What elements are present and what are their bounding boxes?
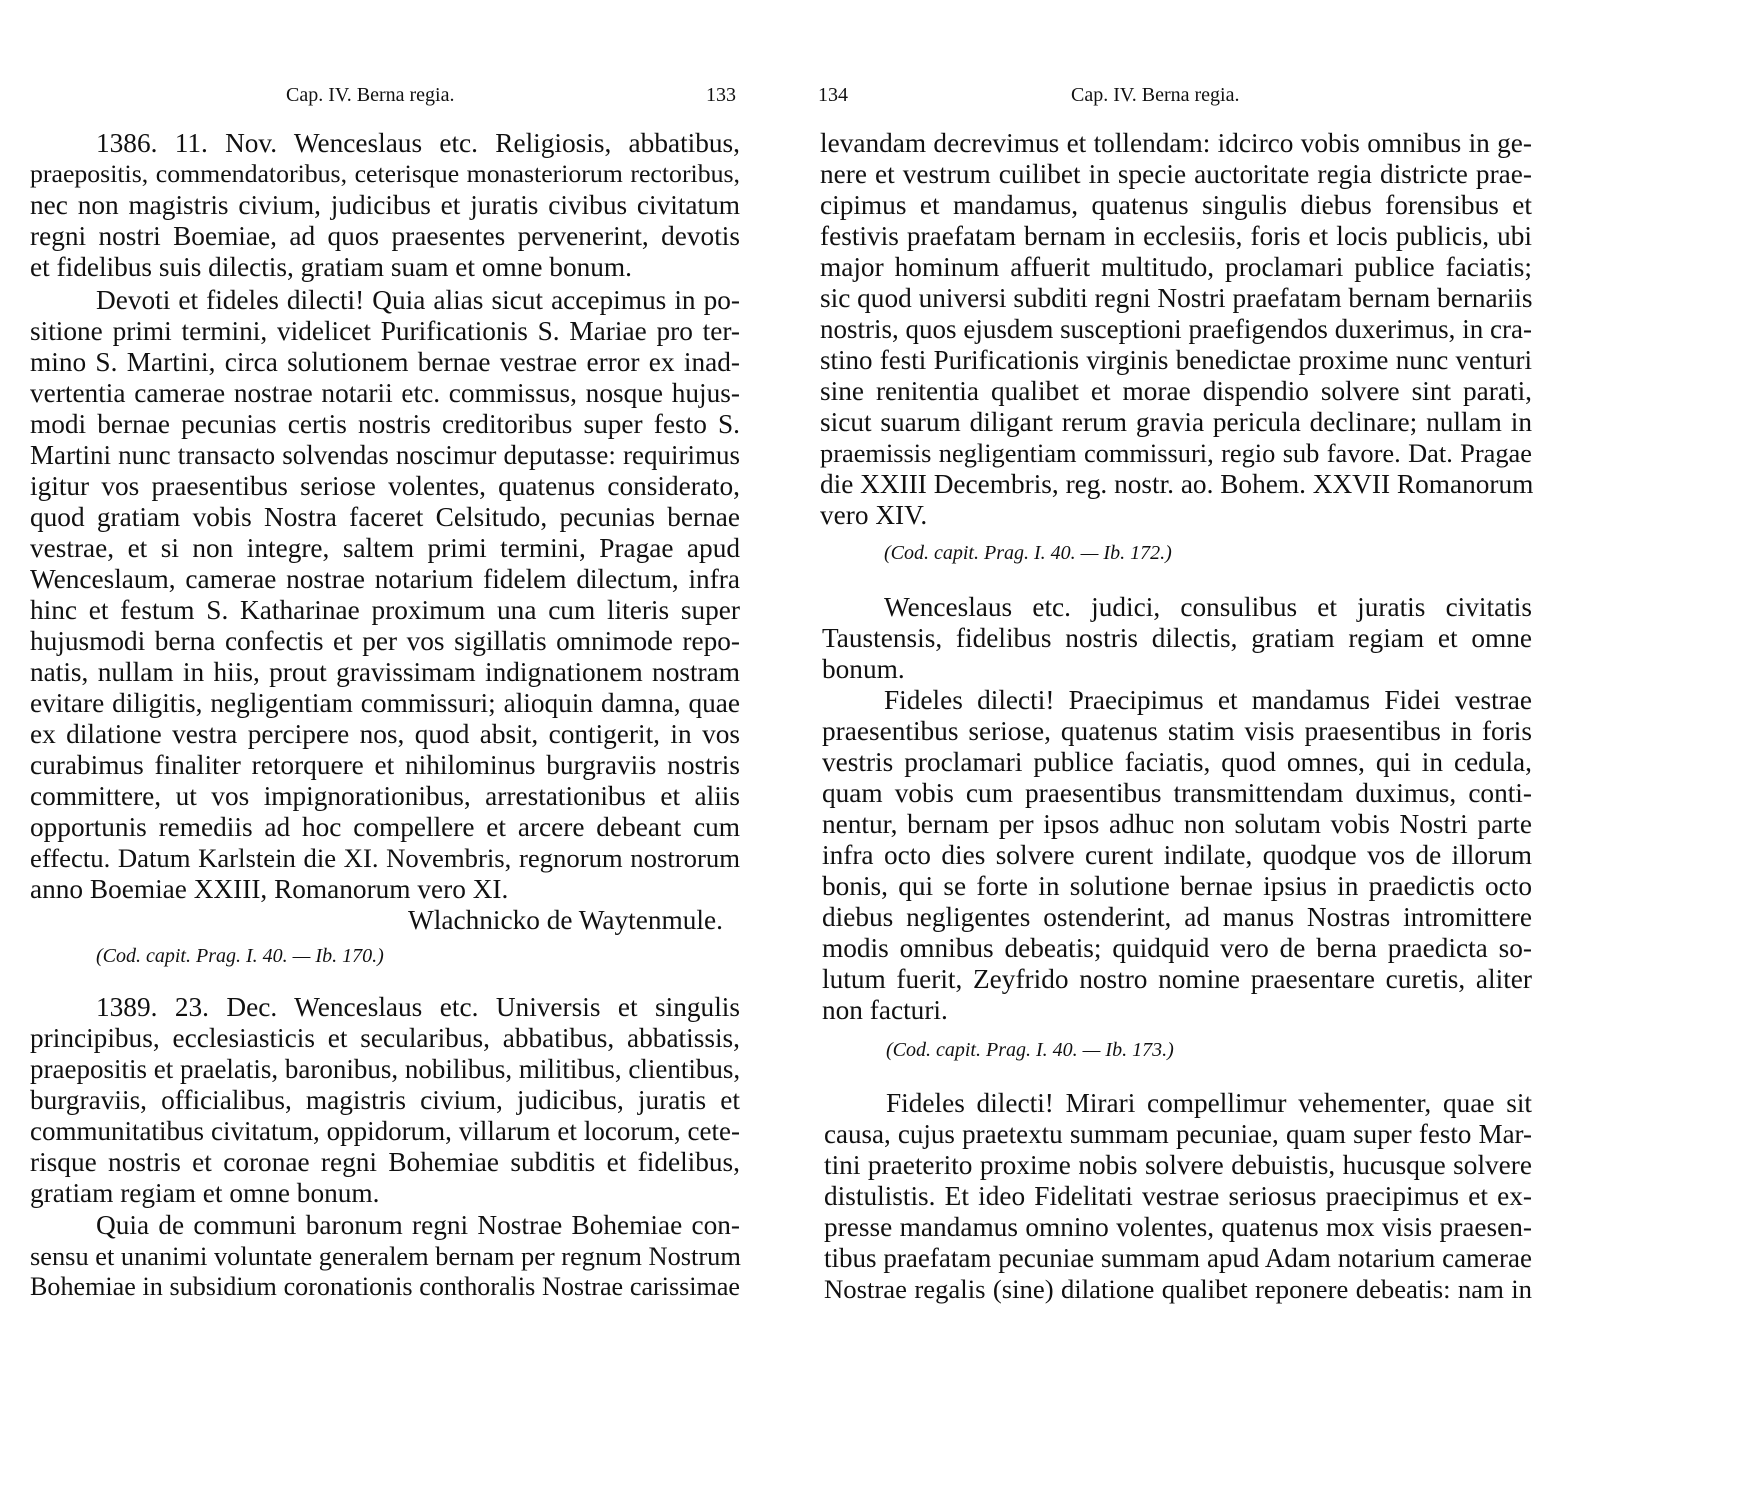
text-line: ex dilatione vestra percipere nos, quod absit, contigerit, in vos — [30, 719, 740, 749]
text-line: quod gratiam vobis Nostra faceret Celsitudo, pecunias bernae — [30, 502, 740, 532]
text-line: sensu et unanimi voluntate generalem bernam per regnum Nostrum — [30, 1241, 741, 1271]
text-line: major hominum affuerit multitudo, proclamari publice faciatis; — [820, 252, 1532, 282]
text-line: sitione primi termini, videlicet Purificationis S. Mariae pro ter- — [30, 316, 740, 346]
text-line: praemissis negligentiam commissuri, regio sub favore. Dat. Pragae — [820, 438, 1532, 468]
text-line: opportunis remediis ad hoc compellere et arcere debeant cum — [30, 812, 740, 842]
text-line: Wenceslaus etc. judici, consulibus et juratis civitatis — [884, 592, 1532, 622]
text-line: Quia de communi baronum regni Nostrae Bohemiae con- — [96, 1210, 740, 1240]
text-line: effectu. Datum Karlstein die XI. Novembris, regnorum nostrorum — [30, 843, 740, 873]
text-line: Bohemiae in subsidium coronationis conthoralis Nostrae carissimae — [30, 1272, 740, 1301]
text-line: lutum fuerit, Zeyfrido nostro nomine praesentare curetis, aliter — [822, 964, 1532, 994]
left-page — [0, 0, 840, 1500]
text-line: evitare diligitis, negligentiam commissuri; alioquin damna, quae — [30, 688, 740, 718]
text-line: Fideles dilecti! Mirari compellimur vehementer, quae sit — [886, 1088, 1532, 1118]
text-line: bonis, qui se forte in solutione bernae ipsius in praedictis octo — [822, 871, 1532, 901]
text-line: natis, nullam in hiis, prout gravissimam indignationem nostram — [30, 657, 740, 687]
citation: (Cod. capit. Prag. I. 40. — Ib. 172.) — [884, 542, 1172, 564]
text-line: vero XIV. — [820, 500, 928, 530]
text-line: modis omnibus debeatis; quidquid vero de berna praedicta so- — [822, 933, 1532, 963]
text-line: distulistis. Et ideo Fidelitati vestrae seriosus praecipimus et ex- — [824, 1181, 1532, 1211]
text-line: Nostrae regalis (sine) dilatione qualibet reponere debeatis: nam in — [824, 1274, 1532, 1304]
running-head-right: Cap. IV. Berna regia. — [1071, 84, 1240, 106]
text-line: non facturi. — [822, 995, 948, 1025]
text-line: vestris proclamari publice faciatis, quod omnes, qui in cedula, — [822, 747, 1532, 777]
text-line: praepositis et praelatis, baronibus, nobilibus, militibus, clientibus, — [30, 1054, 741, 1084]
text-line: presse mandamus omnino volentes, quatenus mox visis praesen- — [824, 1212, 1532, 1242]
text-line: infra octo dies solvere curent indilate, quodque vos de illorum — [822, 840, 1532, 870]
text-line: Wenceslaum, camerae nostrae notarium fidelem dilectum, infra — [30, 564, 740, 594]
text-line: Fideles dilecti! Praecipimus et mandamus Fidei vestrae — [884, 685, 1532, 715]
text-line: gratiam regiam et omne bonum. — [30, 1178, 380, 1208]
text-line: causa, cujus praetextu summam pecuniae, quam super festo Mar- — [824, 1119, 1532, 1149]
text-line: nere et vestrum cuilibet in specie auctoritate regia districte prae- — [820, 159, 1532, 189]
text-line: nostris, quos ejusdem susceptioni praefigendos duxerimus, in cra- — [820, 314, 1532, 344]
text-line: tini praeterito proxime nobis solvere debuistis, hucusque solvere — [824, 1150, 1532, 1180]
text-line: sine renitentia qualibet et morae dispendio solvere sint parati, — [820, 376, 1532, 406]
signature-line: Wlachnicko de Waytenmule. — [408, 905, 723, 935]
text-line: nec non magistris civium, judicibus et juratis civibus civitatum — [30, 190, 740, 220]
text-line: et fidelibus suis dilectis, gratiam suam et omne bonum. — [30, 252, 632, 282]
text-line: sic quod universi subditi regni Nostri praefatam bernam bernariis — [820, 283, 1533, 313]
citation: (Cod. capit. Prag. I. 40. — Ib. 173.) — [886, 1039, 1174, 1061]
text-line: communitatibus civitatum, oppidorum, villarum et locorum, cete- — [30, 1116, 740, 1146]
citation: (Cod. capit. Prag. I. 40. — Ib. 170.) — [96, 945, 384, 967]
text-line: principibus, ecclesiasticis et secularibus, abbatibus, abbatissis, — [30, 1023, 740, 1053]
text-line: quam vobis cum praesentibus transmittendam duximus, conti- — [822, 778, 1532, 808]
text-line: levandam decrevimus et tollendam: idcirco vobis omnibus in ge- — [820, 128, 1532, 158]
text-line: stino festi Purificationis virginis benedictae proxime nunc venturi — [820, 345, 1532, 375]
right-page — [818, 0, 1752, 1500]
text-line: tibus praefatam pecuniae summam apud Adam notarium camerae — [824, 1243, 1532, 1273]
text-line: praesentibus seriose, quatenus statim visis praesentibus in foris — [822, 716, 1532, 746]
text-line: hujusmodi berna confectis et per vos sigillatis omnimode repo- — [30, 626, 740, 656]
text-line: mino S. Martini, circa solutionem bernae vestrae error ex inad- — [30, 347, 740, 377]
text-line: cipimus et mandamus, quatenus singulis diebus forensibus et — [820, 190, 1532, 220]
text-line: anno Boemiae XXIII, Romanorum vero XI. — [30, 874, 509, 904]
text-line: die XXIII Decembris, reg. nostr. ao. Bohem. XXVII Romanorum — [820, 469, 1534, 499]
text-line: committere, ut vos impignorationibus, arrestationibus et aliis — [30, 781, 740, 811]
text-line: 1389. 23. Dec. Wenceslaus etc. Universis et singulis — [96, 992, 740, 1022]
text-line: regni nostri Boemiae, ad quos praesentes pervenerint, devotis — [30, 221, 740, 251]
running-head-left: Cap. IV. Berna regia. — [286, 84, 455, 106]
text-line: Taustensis, fidelibus nostris dilectis, gratiam regiam et omne — [822, 623, 1532, 653]
text-line: praepositis, commendatoribus, ceterisque monasteriorum rectoribus, — [30, 159, 740, 188]
text-line: hinc et festum S. Katharinae proximum una cum literis super — [30, 595, 740, 625]
text-line: festivis praefatam bernam in ecclesiis, foris et locis publicis, ubi — [820, 221, 1532, 251]
text-line: sicut suarum diligant rerum gravia pericula declinare; nullam in — [820, 407, 1532, 437]
text-line: modi bernae pecunias certis nostris creditoribus super festo S. — [30, 409, 740, 439]
text-line: diebus negligentes ostenderint, ad manus Nostras intromittere — [822, 902, 1532, 932]
page-number-left: 133 — [706, 84, 736, 106]
text-line: Devoti et fideles dilecti! Quia alias sicut accepimus in po- — [96, 285, 740, 315]
text-line: bonum. — [822, 654, 905, 684]
text-line: Martini nunc transacto solvendas noscimur deputasse: requirimus — [30, 440, 740, 470]
text-line: 1386. 11. Nov. Wenceslaus etc. Religiosis, abbatibus, — [96, 128, 740, 158]
text-line: igitur vos praesentibus seriose volentes, quatenus considerato, — [30, 471, 740, 501]
text-line: burgraviis, officialibus, magistris civium, judicibus, juratis et — [30, 1085, 740, 1115]
page-number-right: 134 — [818, 84, 848, 106]
text-line: nentur, bernam per ipsos adhuc non solutam vobis Nostri parte — [822, 809, 1532, 839]
text-line: risque nostris et coronae regni Bohemiae subditis et fidelibus, — [30, 1147, 740, 1177]
text-line: vertentia camerae nostrae notarii etc. commissus, nosque hujus- — [30, 378, 740, 408]
text-line: vestrae, et si non integre, saltem primi termini, Pragae apud — [30, 533, 740, 563]
text-line: curabimus finaliter retorquere et nihilominus burgraviis nostris — [30, 750, 740, 780]
